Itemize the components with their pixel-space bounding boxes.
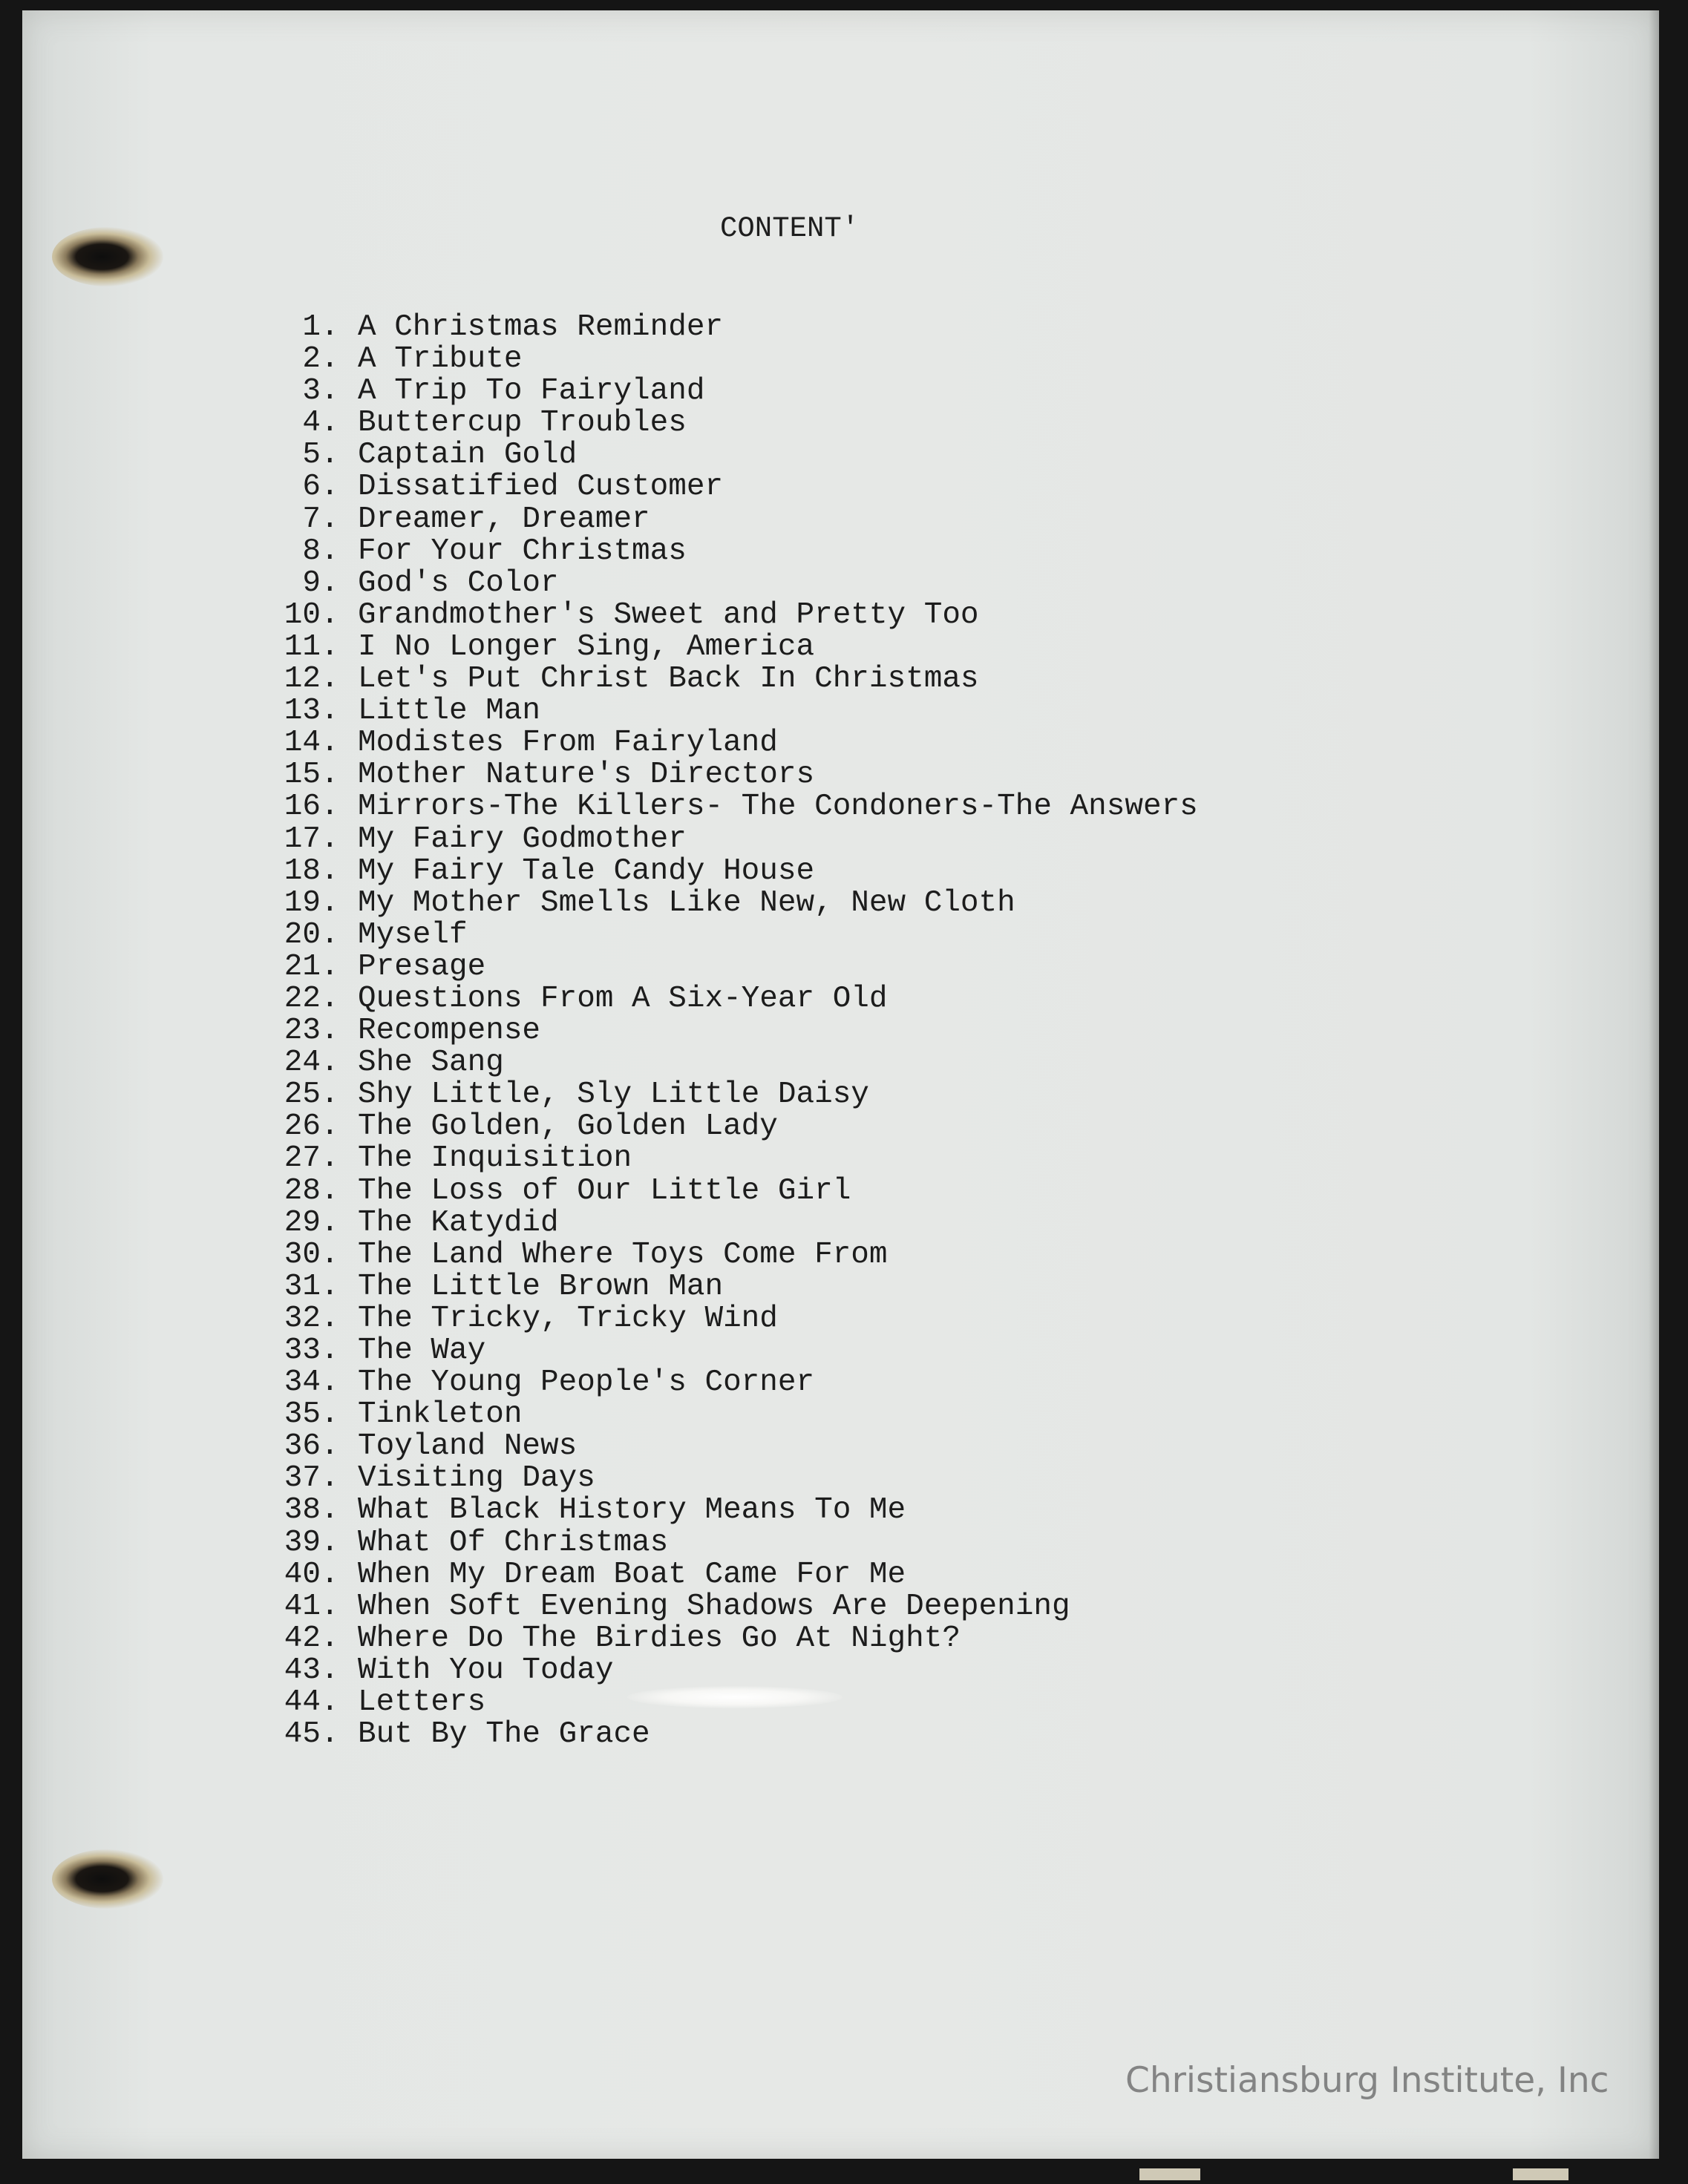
entry-title: Captain Gold xyxy=(358,438,578,473)
list-item xyxy=(0,1589,1688,1624)
entry-number: 3 xyxy=(302,374,321,409)
entry-title: Presage xyxy=(358,949,486,984)
entry-title: Buttercup Troubles xyxy=(358,406,687,441)
entry-number-period: . xyxy=(321,1653,339,1688)
entry-number: 23 xyxy=(284,1014,321,1049)
entry-number-period: . xyxy=(321,1205,339,1240)
entry-number: 41 xyxy=(284,1589,321,1624)
list-item xyxy=(0,694,1688,729)
list-item xyxy=(0,1014,1688,1049)
entry-title: Where Do The Birdies Go At Night? xyxy=(358,1621,961,1656)
entry-number: 1 xyxy=(302,310,321,344)
entry-number-period: . xyxy=(321,1269,339,1304)
entry-number-period: . xyxy=(321,917,339,952)
entry-number-period: . xyxy=(321,438,339,473)
list-item xyxy=(0,790,1688,822)
punch-hole-bottom xyxy=(52,1849,163,1909)
entry-title: Grandmother's Sweet and Pretty Too xyxy=(358,597,979,632)
list-item xyxy=(0,1046,1688,1078)
entry-number-period: . xyxy=(321,694,339,729)
list-item xyxy=(0,1461,1688,1496)
list-item xyxy=(0,918,1688,950)
entry-number: 5 xyxy=(302,438,321,473)
entry-title: The Golden, Golden Lady xyxy=(358,1109,778,1144)
entry-number-period: . xyxy=(321,726,339,761)
entry-title: I No Longer Sing, America xyxy=(358,629,815,664)
entry-number-period: . xyxy=(321,790,339,824)
entry-number-period: . xyxy=(321,885,339,920)
list-item xyxy=(0,726,1688,761)
entry-title: Myself xyxy=(358,917,468,952)
entry-number-period: . xyxy=(321,374,339,409)
entry-title: Visiting Days xyxy=(358,1461,595,1496)
list-item xyxy=(0,854,1688,886)
entry-number-period: . xyxy=(321,534,339,568)
entry-number-period: . xyxy=(321,1014,339,1049)
entry-number: 29 xyxy=(284,1205,321,1240)
list-item xyxy=(0,1334,1688,1368)
list-item xyxy=(0,1078,1688,1112)
entry-number: 38 xyxy=(284,1493,321,1528)
entry-title: The Inquisition xyxy=(358,1141,632,1176)
entry-number: 39 xyxy=(284,1525,321,1560)
entry-number-period: . xyxy=(321,949,339,984)
entry-number: 33 xyxy=(284,1334,321,1368)
entry-number: 24 xyxy=(284,1046,321,1080)
entry-number: 9 xyxy=(302,565,321,600)
entry-title: The Young People's Corner xyxy=(358,1365,815,1400)
entry-title: Little Man xyxy=(358,694,541,729)
list-item xyxy=(0,1493,1688,1528)
list-item xyxy=(0,1653,1688,1688)
entry-title: She Sang xyxy=(358,1046,504,1080)
list-item xyxy=(0,342,1688,377)
entry-number-period: . xyxy=(321,981,339,1016)
entry-number: 21 xyxy=(284,949,321,984)
entry-title: A Christmas Reminder xyxy=(358,310,724,344)
entry-number: 30 xyxy=(284,1237,321,1272)
entry-title: Letters xyxy=(358,1685,486,1720)
entry-number: 36 xyxy=(284,1429,321,1464)
list-item xyxy=(0,502,1688,537)
list-item xyxy=(0,310,1688,342)
entry-title: Mother Nature's Directors xyxy=(358,758,815,793)
list-item xyxy=(0,1526,1688,1558)
entry-number: 28 xyxy=(284,1173,321,1208)
entry-number-period: . xyxy=(321,1334,339,1368)
entry-number-period: . xyxy=(321,310,339,344)
entry-number: 22 xyxy=(284,981,321,1016)
entry-number: 31 xyxy=(284,1269,321,1304)
entry-number: 26 xyxy=(284,1109,321,1144)
entry-title: A Trip To Fairyland xyxy=(358,374,705,409)
entry-title: Dissatified Customer xyxy=(358,470,724,505)
entry-number-period: . xyxy=(321,502,339,537)
entry-number-period: . xyxy=(321,1621,339,1656)
entry-number: 2 xyxy=(302,342,321,377)
entry-title: The Little Brown Man xyxy=(358,1269,724,1304)
entry-number-period: . xyxy=(321,1461,339,1496)
list-item xyxy=(0,1558,1688,1590)
entry-title: Shy Little, Sly Little Daisy xyxy=(358,1078,869,1112)
entry-number: 12 xyxy=(284,662,321,697)
entry-number-period: . xyxy=(321,342,339,377)
entry-title: The Katydid xyxy=(358,1205,559,1240)
entry-number: 11 xyxy=(284,629,321,664)
entry-number: 32 xyxy=(284,1301,321,1336)
entry-number: 43 xyxy=(284,1653,321,1688)
list-item xyxy=(0,662,1688,697)
list-item xyxy=(0,1621,1688,1656)
entry-title: With You Today xyxy=(358,1653,614,1688)
entry-number-period: . xyxy=(321,1397,339,1432)
entry-number: 15 xyxy=(284,758,321,793)
entry-title: What Of Christmas xyxy=(358,1525,669,1560)
list-item xyxy=(0,758,1688,793)
entry-title: Mirrors-The Killers- The Condoners-The Answers xyxy=(358,790,1198,824)
list-item xyxy=(0,950,1688,982)
entry-number-period: . xyxy=(321,1141,339,1176)
entry-number-period: . xyxy=(321,629,339,664)
entry-title: My Mother Smells Like New, New Cloth xyxy=(358,885,1015,920)
entry-number: 45 xyxy=(284,1717,321,1752)
entry-number-period: . xyxy=(321,1237,339,1272)
list-item xyxy=(0,470,1688,505)
list-item xyxy=(0,1270,1688,1302)
entry-number-period: . xyxy=(321,1685,339,1720)
entry-number-period: . xyxy=(321,853,339,888)
entry-number-period: . xyxy=(321,1429,339,1464)
entry-number-period: . xyxy=(321,1525,339,1560)
page-title: CONTENT' xyxy=(720,212,860,245)
list-item xyxy=(0,1141,1688,1176)
correction-fluid-mark xyxy=(627,1686,843,1708)
entry-number: 25 xyxy=(284,1078,321,1112)
list-item xyxy=(0,1109,1688,1144)
entry-title: The Land Where Toys Come From xyxy=(358,1237,888,1272)
entry-number: 34 xyxy=(284,1365,321,1400)
list-item xyxy=(0,1365,1688,1400)
entry-title: For Your Christmas xyxy=(358,534,687,568)
entry-number: 16 xyxy=(284,790,321,824)
list-item xyxy=(0,438,1688,473)
entry-number: 42 xyxy=(284,1621,321,1656)
paper-tab xyxy=(1139,2168,1200,2180)
entry-number: 14 xyxy=(284,726,321,761)
entry-number-period: . xyxy=(321,1365,339,1400)
entry-number-period: . xyxy=(321,1717,339,1752)
entry-title: The Way xyxy=(358,1334,486,1368)
entry-number-period: . xyxy=(321,406,339,441)
entry-number-period: . xyxy=(321,1046,339,1080)
entry-number-period: . xyxy=(321,470,339,505)
entry-number: 27 xyxy=(284,1141,321,1176)
entry-number-period: . xyxy=(321,597,339,632)
punch-hole-top xyxy=(52,227,163,286)
entry-title: A Tribute xyxy=(358,342,523,377)
entry-title: Questions From A Six-Year Old xyxy=(358,981,888,1016)
entry-number-period: . xyxy=(321,1301,339,1336)
list-item xyxy=(0,534,1688,566)
entry-number-period: . xyxy=(321,662,339,697)
entry-number-period: . xyxy=(321,1109,339,1144)
watermark: Christiansburg Institute, Inc xyxy=(1125,2060,1609,2101)
entry-number-period: . xyxy=(321,565,339,600)
entry-title: The Loss of Our Little Girl xyxy=(358,1173,851,1208)
list-item xyxy=(0,886,1688,918)
entry-number: 10 xyxy=(284,597,321,632)
list-item xyxy=(0,1238,1688,1270)
entry-number: 8 xyxy=(302,534,321,568)
entry-title: My Fairy Godmother xyxy=(358,822,687,856)
list-item xyxy=(0,406,1688,441)
entry-number-period: . xyxy=(321,1173,339,1208)
list-item xyxy=(0,1397,1688,1432)
entry-number: 44 xyxy=(284,1685,321,1720)
entry-title: When My Dream Boat Came For Me xyxy=(358,1557,906,1592)
list-item xyxy=(0,982,1688,1014)
entry-number: 19 xyxy=(284,885,321,920)
entry-title: Dreamer, Dreamer xyxy=(358,502,650,537)
list-item xyxy=(0,1174,1688,1206)
list-item xyxy=(0,1429,1688,1464)
entry-title: Modistes From Fairyland xyxy=(358,726,778,761)
list-item xyxy=(0,1685,1688,1720)
entry-number: 4 xyxy=(302,406,321,441)
entry-title: What Black History Means To Me xyxy=(358,1493,906,1528)
list-item xyxy=(0,822,1688,854)
entry-title: My Fairy Tale Candy House xyxy=(358,853,815,888)
entry-number-period: . xyxy=(321,822,339,856)
contents-list xyxy=(0,310,1688,1752)
entry-title: Recompense xyxy=(358,1014,541,1049)
entry-number-period: . xyxy=(321,1493,339,1528)
entry-number: 13 xyxy=(284,694,321,729)
entry-title: Toyland News xyxy=(358,1429,578,1464)
list-item xyxy=(0,630,1688,662)
entry-number-period: . xyxy=(321,1557,339,1592)
entry-title: Tinkleton xyxy=(358,1397,523,1432)
entry-number: 7 xyxy=(302,502,321,537)
list-item xyxy=(0,598,1688,630)
list-item xyxy=(0,1302,1688,1334)
entry-number-period: . xyxy=(321,1589,339,1624)
list-item xyxy=(0,566,1688,598)
entry-number: 20 xyxy=(284,917,321,952)
entry-number: 18 xyxy=(284,853,321,888)
entry-title: When Soft Evening Shadows Are Deepening xyxy=(358,1589,1070,1624)
entry-number: 40 xyxy=(284,1557,321,1592)
entry-title: The Tricky, Tricky Wind xyxy=(358,1301,778,1336)
entry-number: 37 xyxy=(284,1461,321,1496)
entry-title: Let's Put Christ Back In Christmas xyxy=(358,662,979,697)
entry-number: 17 xyxy=(284,822,321,856)
entry-number-period: . xyxy=(321,758,339,793)
entry-title: But By The Grace xyxy=(358,1717,650,1752)
entry-number: 6 xyxy=(302,470,321,505)
entry-number-period: . xyxy=(321,1078,339,1112)
list-item xyxy=(0,374,1688,409)
list-item xyxy=(0,1206,1688,1238)
paper-tab xyxy=(1513,2168,1568,2180)
entry-title: God's Color xyxy=(358,565,559,600)
list-item xyxy=(0,1717,1688,1752)
entry-number: 35 xyxy=(284,1397,321,1432)
